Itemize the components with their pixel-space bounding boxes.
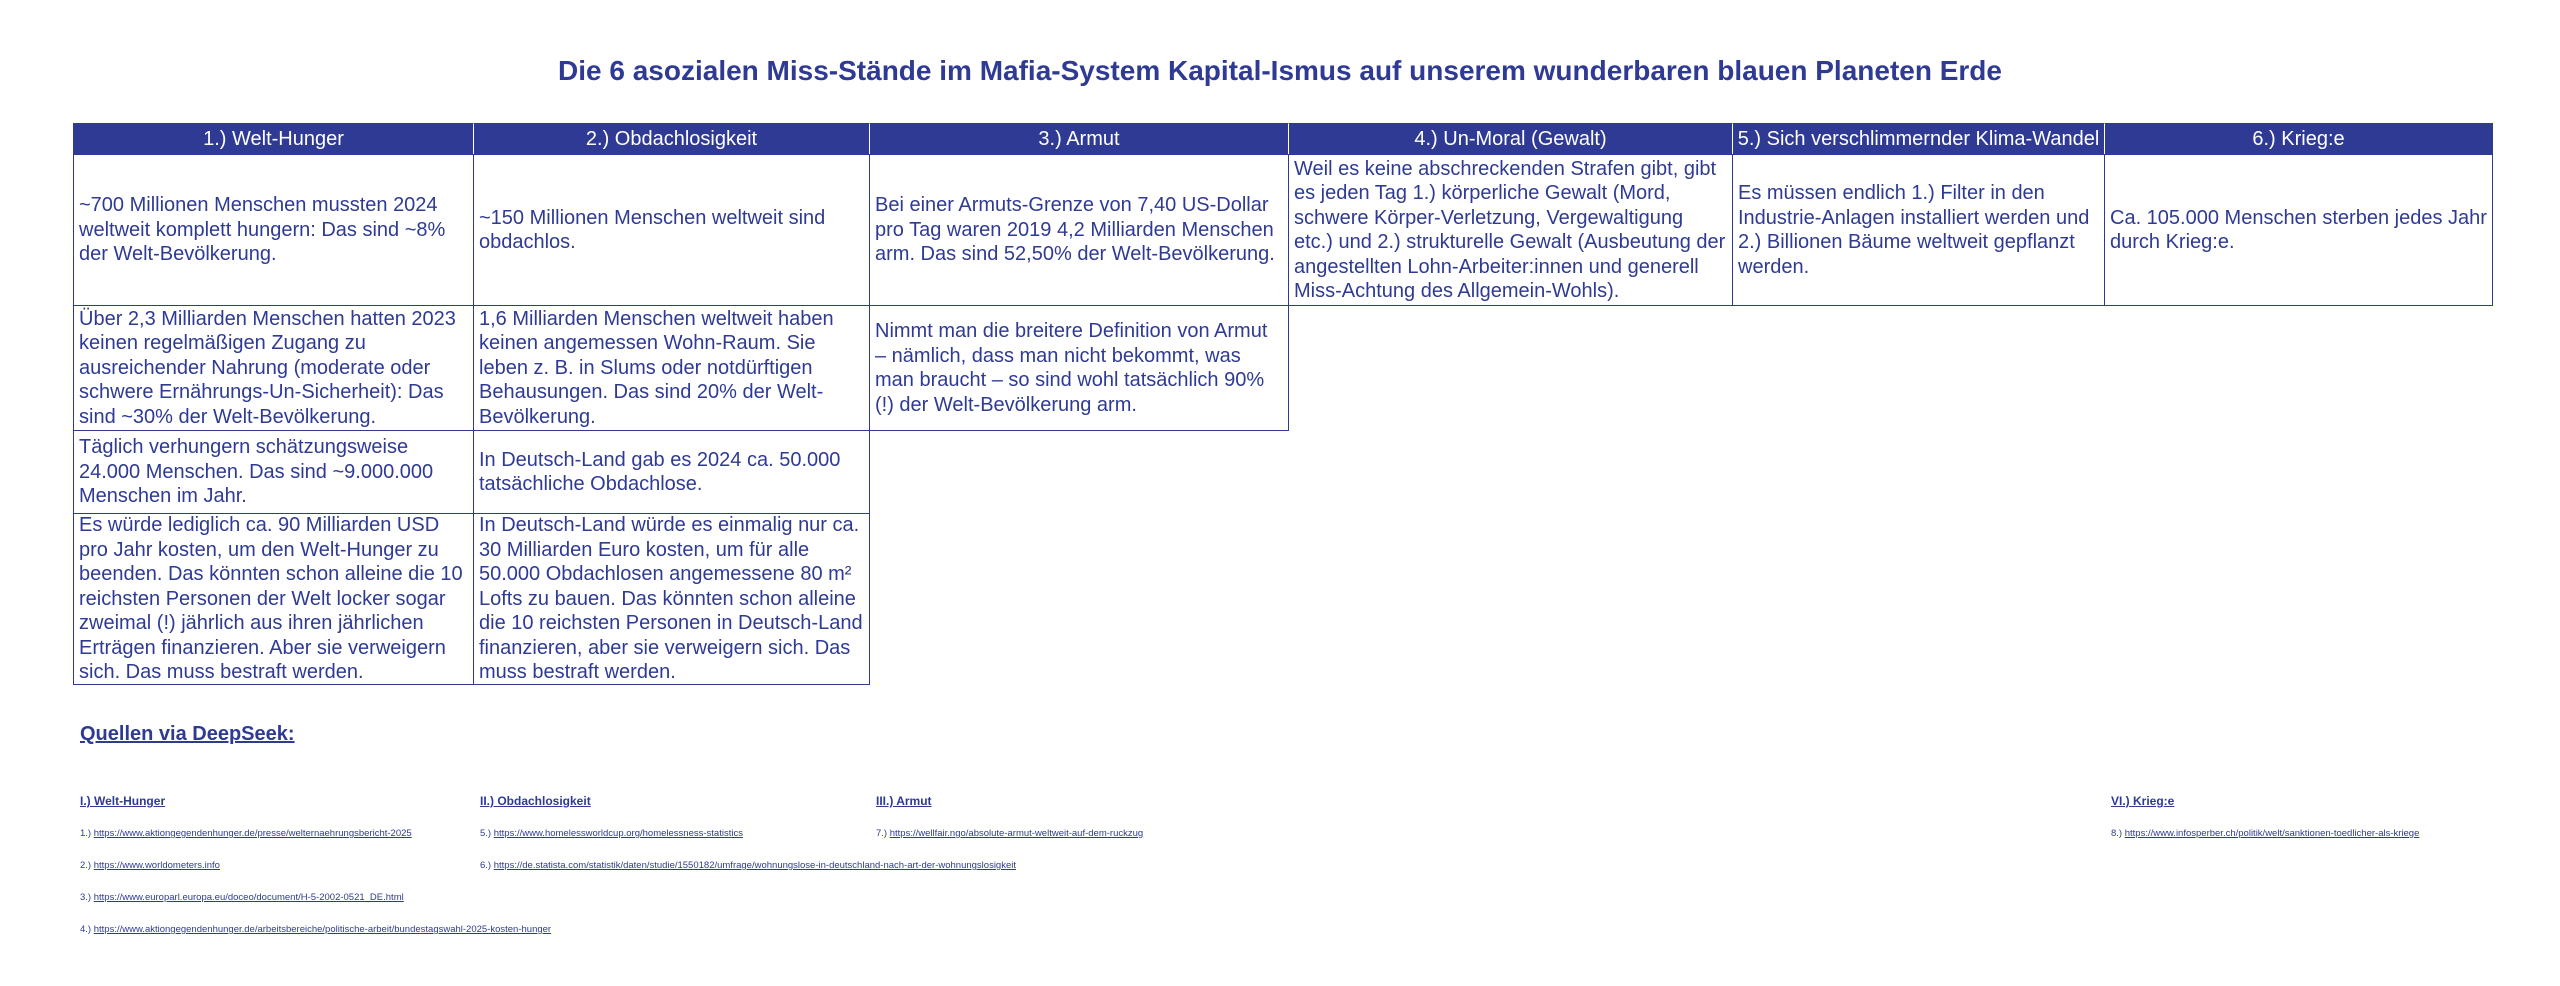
homeless-cell-3: In Deutsch-Land gab es 2024 ca. 50.000 tatsächliche Obdachlose.: [473, 430, 870, 514]
poverty-cell-1: Bei einer Armuts-Grenze von 7,40 US-Dollar pro Tag waren 2019 4,2 Milliarden Menschen arm. Das sind 52,50% der Welt-Bevölkerung.: [869, 154, 1289, 306]
header-un-moral: 4.) Un-Moral (Gewalt): [1288, 123, 1733, 155]
header-kriege: 6.) Krieg:e: [2104, 123, 2493, 155]
immorality-cell: Weil es keine abschreckenden Strafen gibt, gibt es jeden Tag 1.) körperliche Gewalt (Mord, schwere Körper-Verletzung, Vergewaltigung etc.) und 2.) strukturelle Gewalt (Ausbeutung der angestellten Lohn-Arbeiter:innen und generell Miss-Achtung des Allgemein-Wohls).: [1288, 154, 1733, 306]
source-item-7: [876, 828, 1143, 839]
source-num: 6.): [480, 860, 492, 871]
source-item-4: [80, 924, 551, 935]
source-num: 1.): [80, 828, 92, 839]
hunger-cell-1: ~700 Millionen Menschen mussten 2024 weltweit komplett hungern: Das sind ~8% der Welt-Bevölkerung.: [73, 154, 474, 306]
header-klima-wandel: 5.) Sich verschlimmernder Klima-Wandel: [1732, 123, 2105, 155]
source-num: 5.): [480, 828, 492, 839]
source-link[interactable]: https://www.worldometers.info: [93, 860, 220, 871]
header-obdachlosigkeit: 2.) Obdachlosigkeit: [473, 123, 870, 155]
source-link[interactable]: https://www.homelessworldcup.org/homelessness-statistics: [493, 828, 743, 839]
sources-homeless-heading: II.) Obdachlosigkeit: [480, 794, 591, 808]
source-num: 7.): [876, 828, 888, 839]
source-link[interactable]: https://www.aktiongegendenhunger.de/arbeitsbereiche/politische-arbeit/bundestagswahl-2025-kosten-hunger: [93, 924, 552, 935]
header-welt-hunger: 1.) Welt-Hunger: [73, 123, 474, 155]
sources-poverty-heading: III.) Armut: [876, 794, 932, 808]
source-num: 3.): [80, 892, 92, 903]
source-link[interactable]: https://www.europarl.europa.eu/doceo/document/H-5-2002-0521_DE.html: [93, 892, 404, 903]
header-armut: 3.) Armut: [869, 123, 1289, 155]
homeless-cell-4: In Deutsch-Land würde es einmalig nur ca. 30 Milliarden Euro kosten, um für alle 50.000 Obdachlosen angemessene 80 m² Lofts zu bauen. Das könnten schon alleine die 10 reichsten Personen in Deutsch-Land finanzieren, aber sie verweigern sich. Das muss bestraft werden.: [473, 513, 870, 685]
homeless-cell-2: 1,6 Milliarden Menschen weltweit haben keinen angemessen Wohn-Raum. Sie leben z. B. in Slums oder notdürftigen Behausungen. Das sind 20% der Welt-Bevölkerung.: [473, 305, 870, 431]
sources-war-heading: VI.) Krieg:e: [2111, 794, 2175, 808]
hunger-cell-3: Täglich verhungern schätzungsweise 24.000 Menschen. Das sind ~9.000.000 Menschen im Jahr.: [73, 430, 474, 514]
page-title: Die 6 asozialen Miss-Stände im Mafia-System Kapital-Ismus auf unserem wunderbaren blauen Planeten Erde: [558, 55, 2002, 86]
source-link[interactable]: https://wellfair.ngo/absolute-armut-weltweit-auf-dem-ruckzug: [889, 828, 1144, 839]
homeless-cell-1: ~150 Millionen Menschen weltweit sind obdachlos.: [473, 154, 870, 306]
source-item-5: [480, 828, 743, 839]
source-num: 8.): [2111, 828, 2123, 839]
climate-cell: Es müssen endlich 1.) Filter in den Industrie-Anlagen installiert werden und 2.) Billionen Bäume weltweit gepflanzt werden.: [1732, 154, 2105, 306]
source-link[interactable]: https://www.infosperber.ch/politik/welt/sanktionen-toedlicher-als-kriege: [2124, 828, 2420, 839]
sources-hunger-heading: I.) Welt-Hunger: [80, 794, 166, 808]
source-item-2: [80, 860, 220, 871]
source-num: 2.): [80, 860, 92, 871]
source-link[interactable]: https://www.aktiongegendenhunger.de/presse/welternaehrungsbericht-2025: [93, 828, 412, 839]
sources-title: Quellen via DeepSeek:: [80, 723, 295, 745]
poverty-cell-2: Nimmt man die breitere Definition von Armut – nämlich, dass man nicht bekommt, was man braucht – so sind wohl tatsächlich 90% (!) der Welt-Bevölkerung arm.: [869, 305, 1289, 431]
source-link[interactable]: https://de.statista.com/statistik/daten/studie/1550182/umfrage/wohnungslose-in-deutschland-nach-art-der-wohnungslosigkeit: [493, 860, 1017, 871]
source-item-1: [80, 828, 412, 839]
source-num: 4.): [80, 924, 92, 935]
source-item-6: [480, 860, 1016, 871]
hunger-cell-4: Es würde lediglich ca. 90 Milliarden USD pro Jahr kosten, um den Welt-Hunger zu beenden. Das könnten schon alleine die 10 reichsten Personen der Welt locker sogar zweimal (!) jährlich aus ihren jährlichen Erträgen finanzieren. Aber sie verweigern sich. Das muss bestraft werden.: [73, 513, 474, 685]
source-item-3: [80, 892, 404, 903]
hunger-cell-2: Über 2,3 Milliarden Menschen hatten 2023 keinen regelmäßigen Zugang zu ausreichender Nahrung (moderate oder schwere Ernährungs-Un-Sicherheit): Das sind ~30% der Welt-Bevölkerung.: [73, 305, 474, 431]
source-item-8: [2111, 828, 2419, 839]
war-cell: Ca. 105.000 Menschen sterben jedes Jahr durch Krieg:e.: [2104, 154, 2493, 306]
